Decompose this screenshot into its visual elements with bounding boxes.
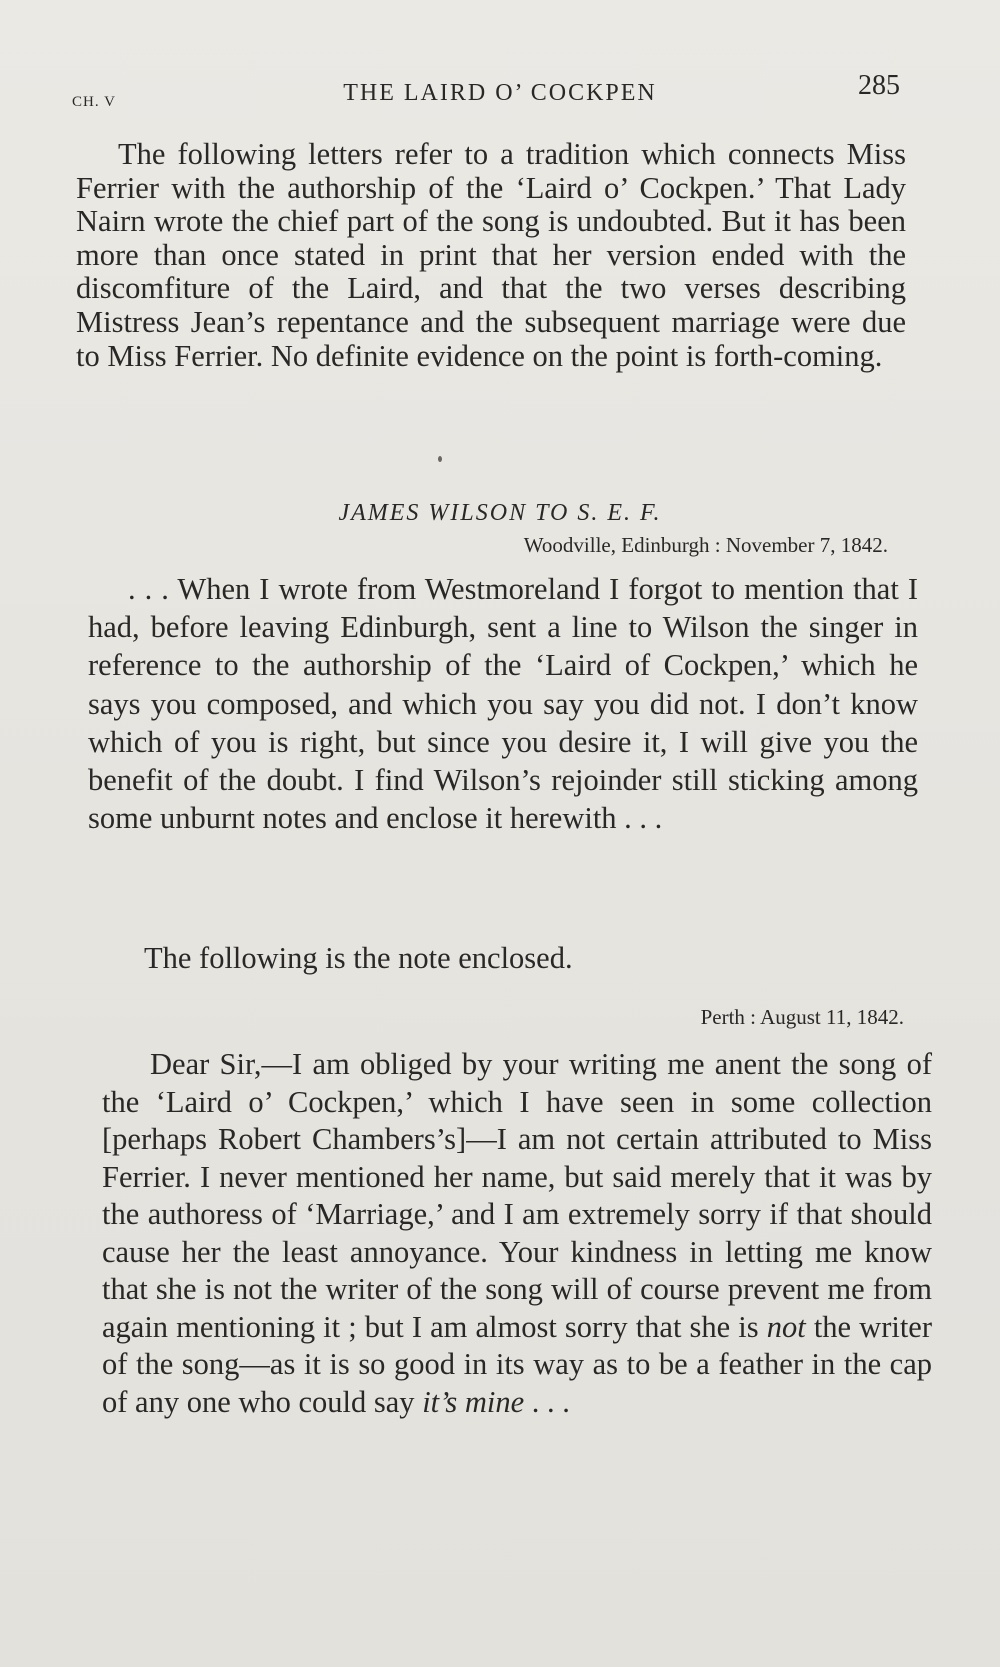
letter2-body-end: . . . [524, 1384, 570, 1419]
letter2-body [102, 1046, 932, 1421]
intro-paragraph [76, 138, 906, 373]
letter-heading: JAMES WILSON TO S. E. F. [338, 500, 662, 526]
chapter-marker: CH. V [72, 94, 116, 110]
emphasis-its-mine: it’s mine [422, 1384, 525, 1419]
transition-paragraph [96, 942, 896, 976]
letter2-body-part1: Dear Sir,—I am obliged by your writing me anent the song of the ‘Laird o’ Cockpen,’ which I have seen in some collection [perhaps Robert Chambers’s]—I am not certain attributed to Miss Ferrier. I never mentioned her name, but said merely that it was by the authoress of ‘Marriage,’ and I am extremely sorry if that should cause her the least annoyance. Your kindness in letting me know that she is not the writer of the song will of course prevent me from again mentioning it ; but I am almost sorry that she is [102, 1047, 932, 1344]
emphasis-not: not [766, 1309, 806, 1344]
letter2-body-part2: the writer of the song—as it is so good in its way as to be a feather in the cap of any one who could say [102, 1309, 933, 1419]
letter1-dateline: Woodville, Edinburgh : November 7, 1842. [523, 533, 888, 557]
letter2-paragraph [102, 1046, 932, 1421]
letter1-paragraph [88, 570, 918, 837]
running-title: THE LAIRD O’ COCKPEN [343, 80, 657, 106]
intro-text: The following letters refer to a tradition which connects Miss Ferrier with the authorship of the ‘Laird o’ Cockpen.’ That Lady Nairn wrote the chief part of the song is undoubted. But it has been more than once stated in print that her version ended with the discomfiture of the Laird, and that the two verses describing Mistress Jean’s repentance and the subsequent marriage were due to Miss Ferrier. No definite evidence on the point is forth-coming. [76, 137, 906, 373]
letter1-body: . . . When I wrote from Westmoreland I forgot to mention that I had, before leaving Edinburgh, sent a line to Wilson the singer in reference to the authorship of the ‘Laird of Cockpen,’ which he says you composed, and which you say you did not. I don’t know which of you is right, but since you desire it, I will give you the benefit of the doubt. I find Wilson’s rejoinder still sticking among some unburnt notes and enclose it herewith . . . [88, 572, 918, 836]
letter2-dateline: Perth : August 11, 1842. [700, 1005, 904, 1029]
section-dot-ornament [438, 456, 442, 462]
running-head [0, 70, 1000, 110]
transition-text: The following is the note enclosed. [144, 941, 573, 975]
page-number: 285 [858, 70, 900, 101]
